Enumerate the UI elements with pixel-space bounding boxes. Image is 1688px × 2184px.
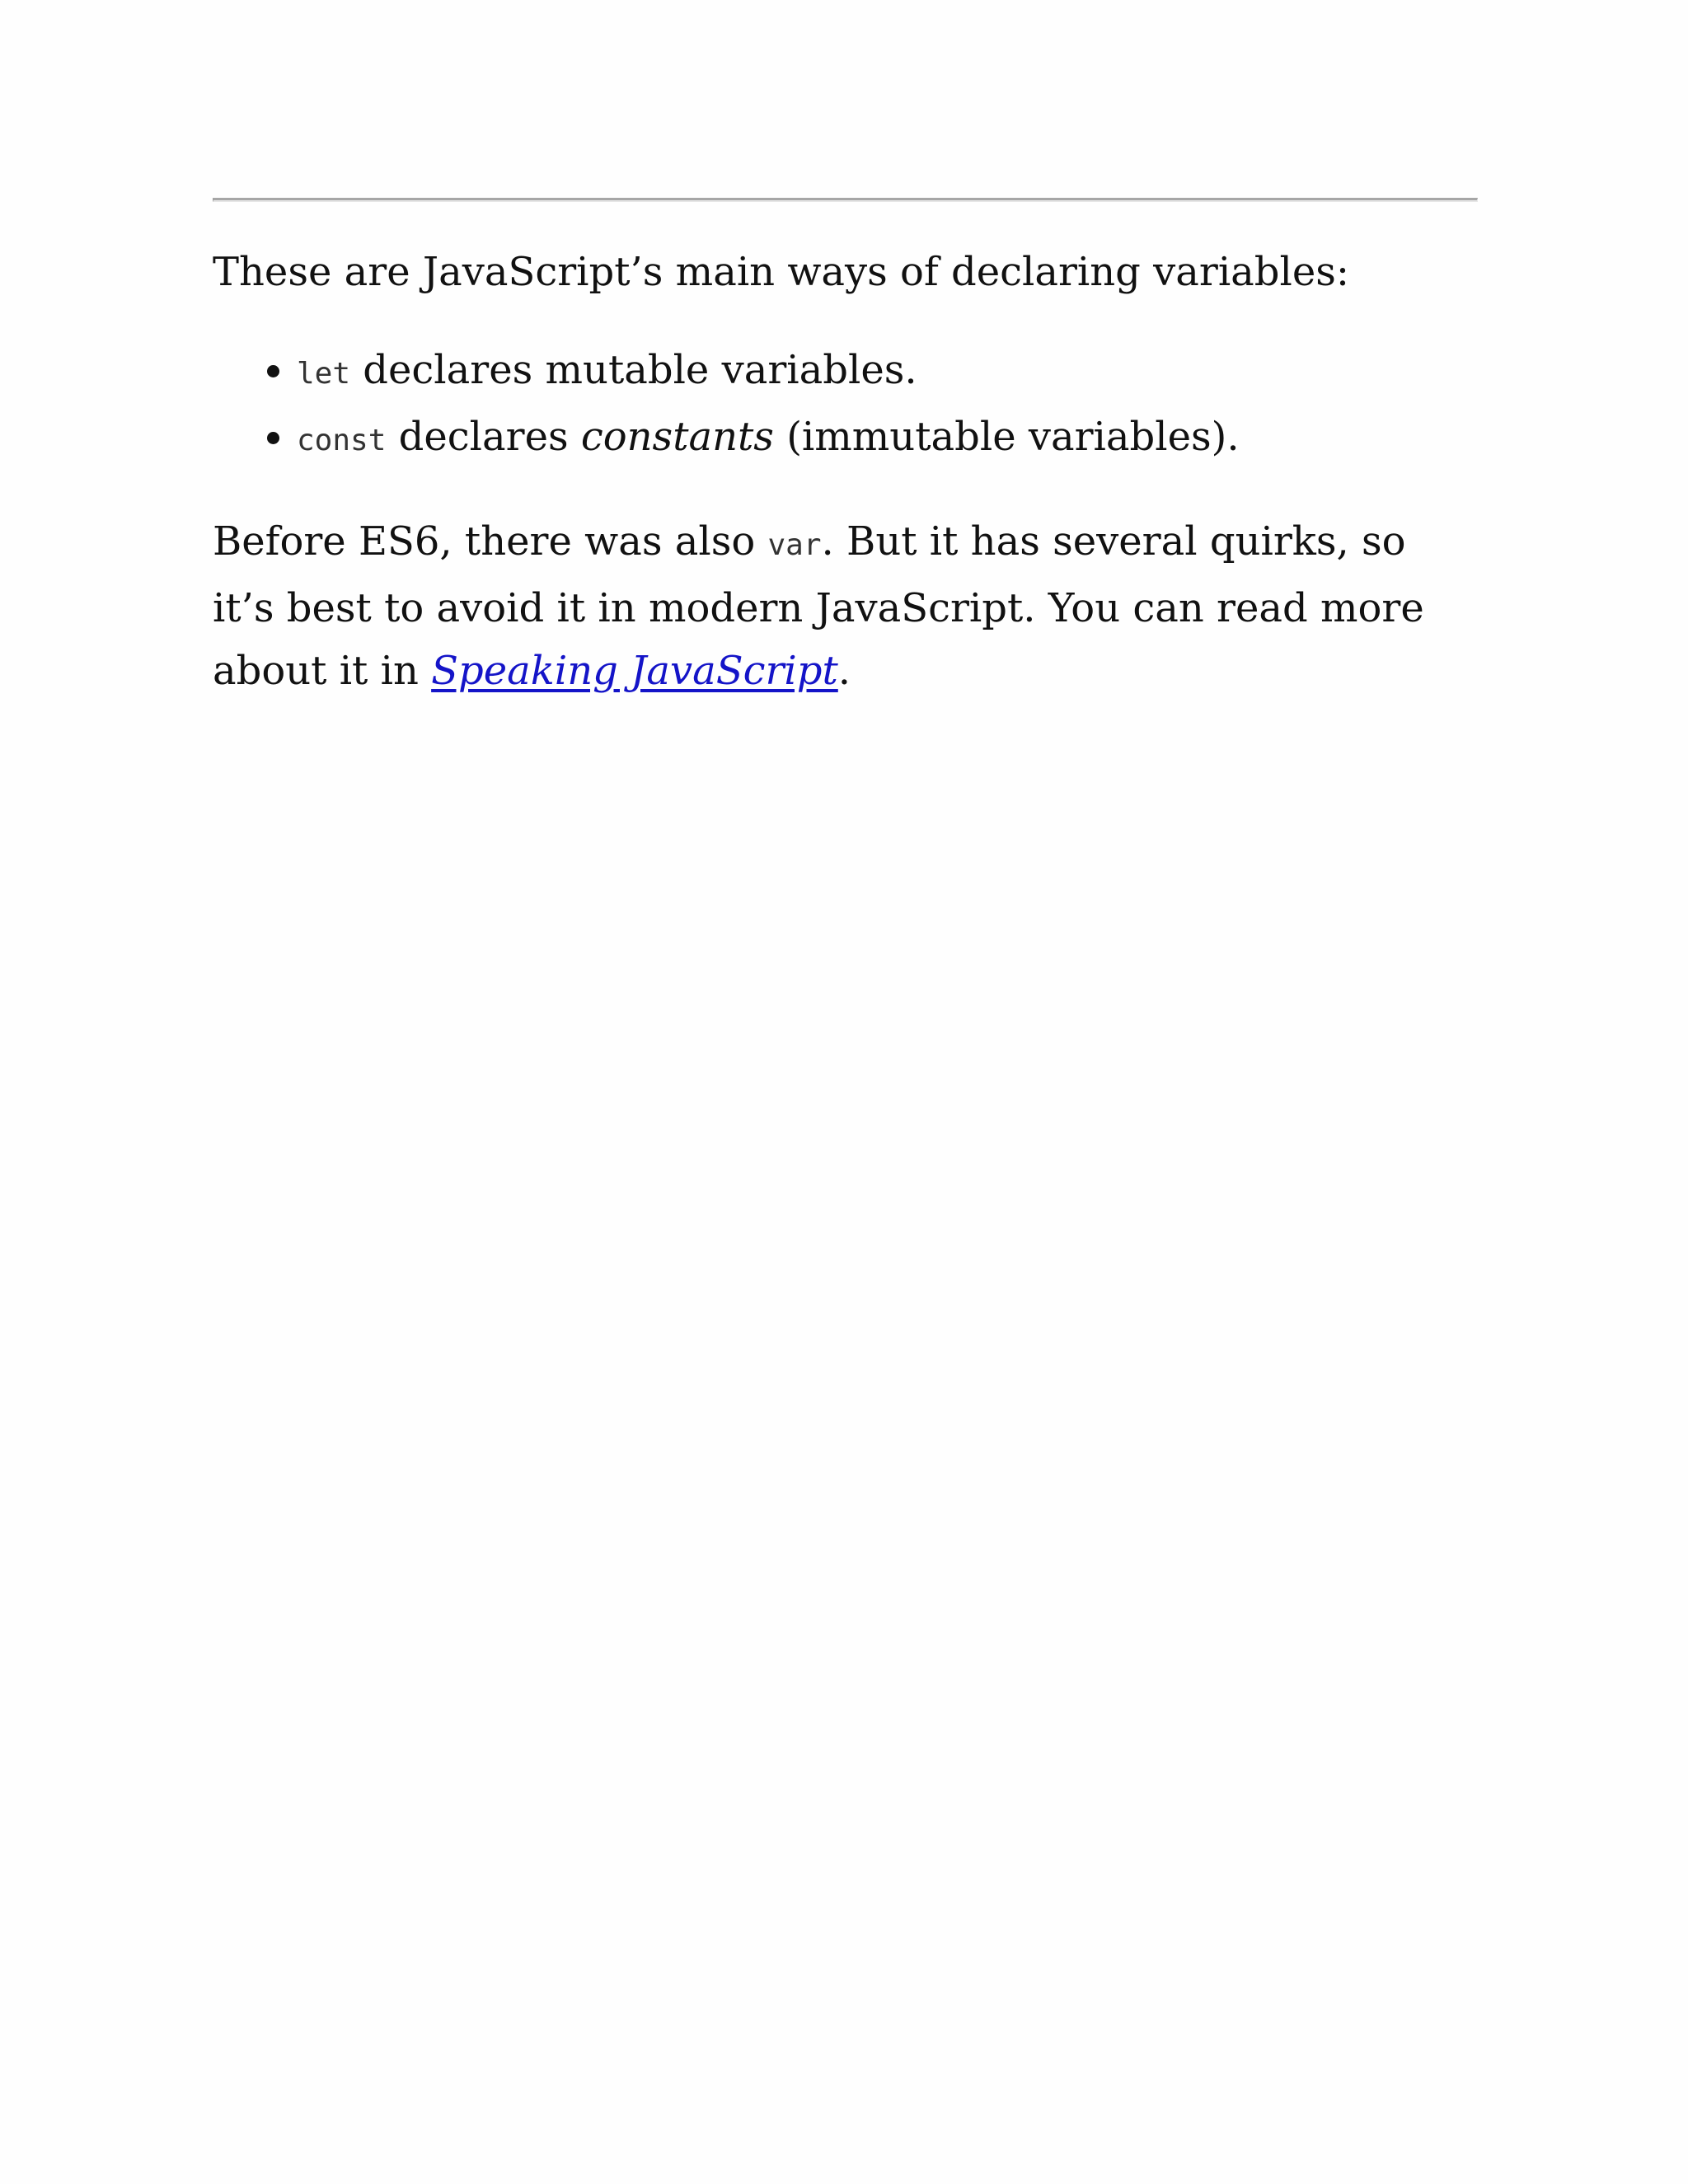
list-item-let: [297, 339, 1478, 405]
list-item-const: [297, 405, 1478, 472]
code-var: var: [767, 528, 822, 562]
code-const: const: [297, 424, 387, 457]
code-let: let: [297, 357, 351, 391]
var-paragraph-text-1: Before ES6, there was also: [213, 518, 768, 565]
constants-emphasis: constants: [580, 414, 774, 460]
const-description-start: declares: [386, 414, 581, 460]
var-paragraph-text-3: .: [837, 648, 851, 694]
var-paragraph-text-2: . But it has several quirks, so it’s best to avoid it in modern JavaScript. You can read more about it in: [213, 518, 1424, 694]
const-description-end: (immutable variables).: [773, 414, 1240, 460]
var-paragraph: [213, 510, 1478, 702]
declaration-list: [213, 339, 1478, 472]
document-page: [213, 198, 1478, 702]
intro-sentence: These are JavaScript’s main ways of declaring variables:: [213, 249, 1350, 295]
speaking-javascript-link[interactable]: Speaking JavaScript: [431, 648, 838, 694]
horizontal-rule: [213, 198, 1478, 202]
let-description: declares mutable variables.: [350, 347, 917, 393]
